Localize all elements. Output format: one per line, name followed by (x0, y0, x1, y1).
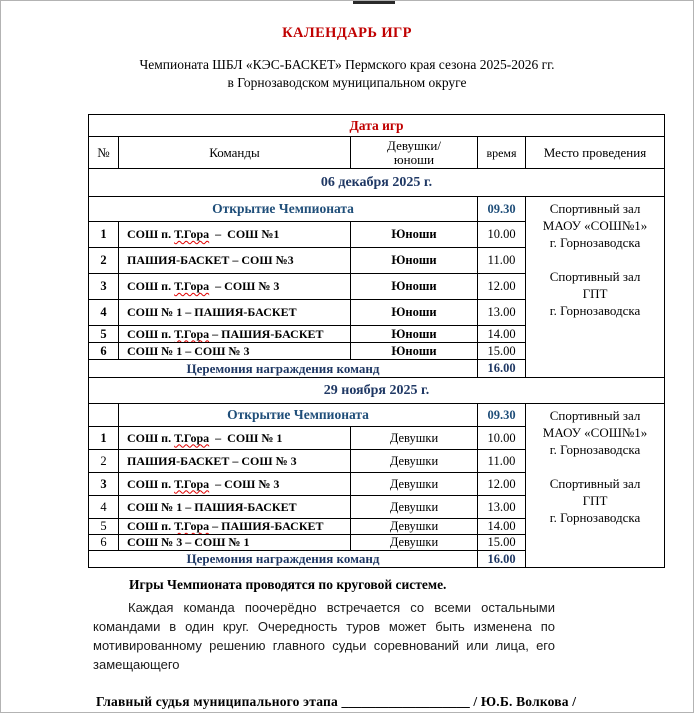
document-subtitle (1, 56, 693, 92)
ceremony-label-cell: Церемония награждения команд (89, 551, 478, 568)
row-number-cell: 3 (89, 274, 119, 300)
section-date-row (89, 378, 665, 404)
row-number-cell: 3 (89, 473, 119, 496)
spellcheck-underline: Т.Гора (174, 279, 210, 293)
row-number-cell: 1 (89, 222, 119, 248)
table-banner: Дата игр (89, 115, 665, 137)
ceremony-label-cell: Церемония награждения команд (89, 360, 478, 378)
col-header-time: время (478, 137, 526, 169)
gender-cell: Девушки (351, 535, 478, 551)
signature-label: Главный судья муниципального этапа (96, 694, 338, 709)
gender-cell: Юноши (351, 248, 478, 274)
col-header-venue: Место проведения (526, 137, 665, 169)
row-number-cell: 2 (89, 450, 119, 473)
teams-cell: СОШ № 1 – СОШ № 3 (119, 343, 351, 360)
row-number-cell: 4 (89, 300, 119, 326)
teams-cell: СОШ № 3 – СОШ № 1 (119, 535, 351, 551)
time-cell: 15.00 (478, 343, 526, 360)
opening-row (89, 404, 665, 427)
section-date: 29 ноября 2025 г. (89, 378, 665, 404)
venue-cell (526, 404, 665, 568)
time-cell: 14.00 (478, 326, 526, 343)
gender-cell: Юноши (351, 274, 478, 300)
time-cell: 14.00 (478, 519, 526, 535)
row-number-cell: 6 (89, 343, 119, 360)
opening-label-cell: Открытие Чемпионата (89, 197, 478, 222)
spellcheck-underline: Т.Гора (174, 227, 210, 241)
teams-cell: ПАШИЯ-БАСКЕТ – СОШ № 3 (119, 450, 351, 473)
row-number-cell: 5 (89, 519, 119, 535)
spellcheck-underline: Т.Гора (174, 519, 210, 533)
signature-line (96, 694, 693, 710)
section-date: 06 декабря 2025 г. (89, 169, 665, 197)
document-title: КАЛЕНДАРЬ ИГР (282, 25, 412, 41)
venue-block: Спортивный зал ГПТ г. Горнозаводска (549, 476, 641, 525)
row-number-cell: 1 (89, 427, 119, 450)
teams-cell: СОШ п. Т.Гора – СОШ № 3 (119, 274, 351, 300)
time-cell: 13.00 (478, 300, 526, 326)
row-number-cell: 6 (89, 535, 119, 551)
opening-time-cell: 09.30 (478, 197, 526, 222)
time-cell: 10.00 (478, 222, 526, 248)
time-cell: 11.00 (478, 248, 526, 274)
spellcheck-underline: Т.Гора (174, 476, 210, 491)
ceremony-time-cell: 16.00 (478, 360, 526, 378)
row-number-cell: 2 (89, 248, 119, 274)
teams-cell: СОШ № 1 – ПАШИЯ-БАСКЕТ (119, 300, 351, 326)
gender-cell: Девушки (351, 473, 478, 496)
ceremony-time-cell: 16.00 (478, 551, 526, 568)
teams-cell: ПАШИЯ-БАСКЕТ – СОШ №3 (119, 248, 351, 274)
time-cell: 12.00 (478, 274, 526, 300)
col-header-teams: Команды (119, 137, 351, 169)
schedule-table-body (89, 169, 665, 568)
col-header-gender: Девушки/ юноши (351, 137, 478, 169)
schedule-table (88, 114, 665, 568)
teams-cell: СОШ п. Т.Гора – СОШ № 3 (119, 473, 351, 496)
section-date-row (89, 169, 665, 197)
time-cell: 15.00 (478, 535, 526, 551)
gender-cell: Юноши (351, 326, 478, 343)
gender-cell: Девушки (351, 450, 478, 473)
opening-label-cell: Открытие Чемпионата (119, 404, 478, 427)
gender-cell: Юноши (351, 300, 478, 326)
table-header-row (89, 137, 665, 169)
gender-cell: Девушки (351, 427, 478, 450)
venue-block: Спортивный зал ГПТ г. Горнозаводска (549, 269, 641, 318)
signature-name: / Ю.Б. Волкова / (473, 694, 577, 709)
time-cell: 13.00 (478, 496, 526, 519)
gender-cell: Юноши (351, 343, 478, 360)
teams-cell: СОШ № 1 – ПАШИЯ-БАСКЕТ (119, 496, 351, 519)
spellcheck-underline: Т.Гора (174, 430, 210, 445)
opening-time-cell: 09.30 (478, 404, 526, 427)
row-number-cell (89, 404, 119, 427)
round-robin-note: Игры Чемпионата проводятся по круговой системе. (129, 577, 447, 592)
row-number-cell: 4 (89, 496, 119, 519)
teams-cell: СОШ п. Т.Гора – СОШ № 1 (119, 427, 351, 450)
venue-block: Спортивный зал МАОУ «СОШ№1» г. Горнозаводска (542, 408, 648, 457)
venue-block: Спортивный зал МАОУ «СОШ№1» г. Горнозаводска (542, 201, 648, 250)
gender-cell: Девушки (351, 496, 478, 519)
teams-cell: СОШ п. Т.Гора – ПАШИЯ-БАСКЕТ (119, 519, 351, 535)
time-cell: 12.00 (478, 473, 526, 496)
gender-cell: Девушки (351, 519, 478, 535)
table-banner-row (89, 115, 665, 137)
spellcheck-underline: Т.Гора (174, 326, 210, 341)
teams-cell: СОШ п. Т.Гора – СОШ №1 (119, 222, 351, 248)
opening-row (89, 197, 665, 222)
teams-cell: СОШ п. Т.Гора – ПАШИЯ-БАСКЕТ (119, 326, 351, 343)
subtitle-line-2: в Горнозаводском муниципальном округе (227, 75, 467, 90)
time-cell: 10.00 (478, 427, 526, 450)
time-cell: 11.00 (478, 450, 526, 473)
row-number-cell: 5 (89, 326, 119, 343)
gender-cell: Юноши (351, 222, 478, 248)
subtitle-line-1: Чемпионата ШБЛ «КЭС-БАСКЕТ» Пермского края сезона 2025-2026 гг. (139, 57, 555, 72)
col-header-number: № (89, 137, 119, 169)
explanation-paragraph: Каждая команда поочерёдно встречается со всеми остальными командами в один круг. Очередность туров может быть изменена по мотивированному решению главного судьи соревнований или лица, его замещающего (93, 600, 555, 672)
page-top-artifact (353, 1, 395, 4)
signature-blank: ___________________ (341, 694, 470, 709)
venue-cell (526, 197, 665, 378)
